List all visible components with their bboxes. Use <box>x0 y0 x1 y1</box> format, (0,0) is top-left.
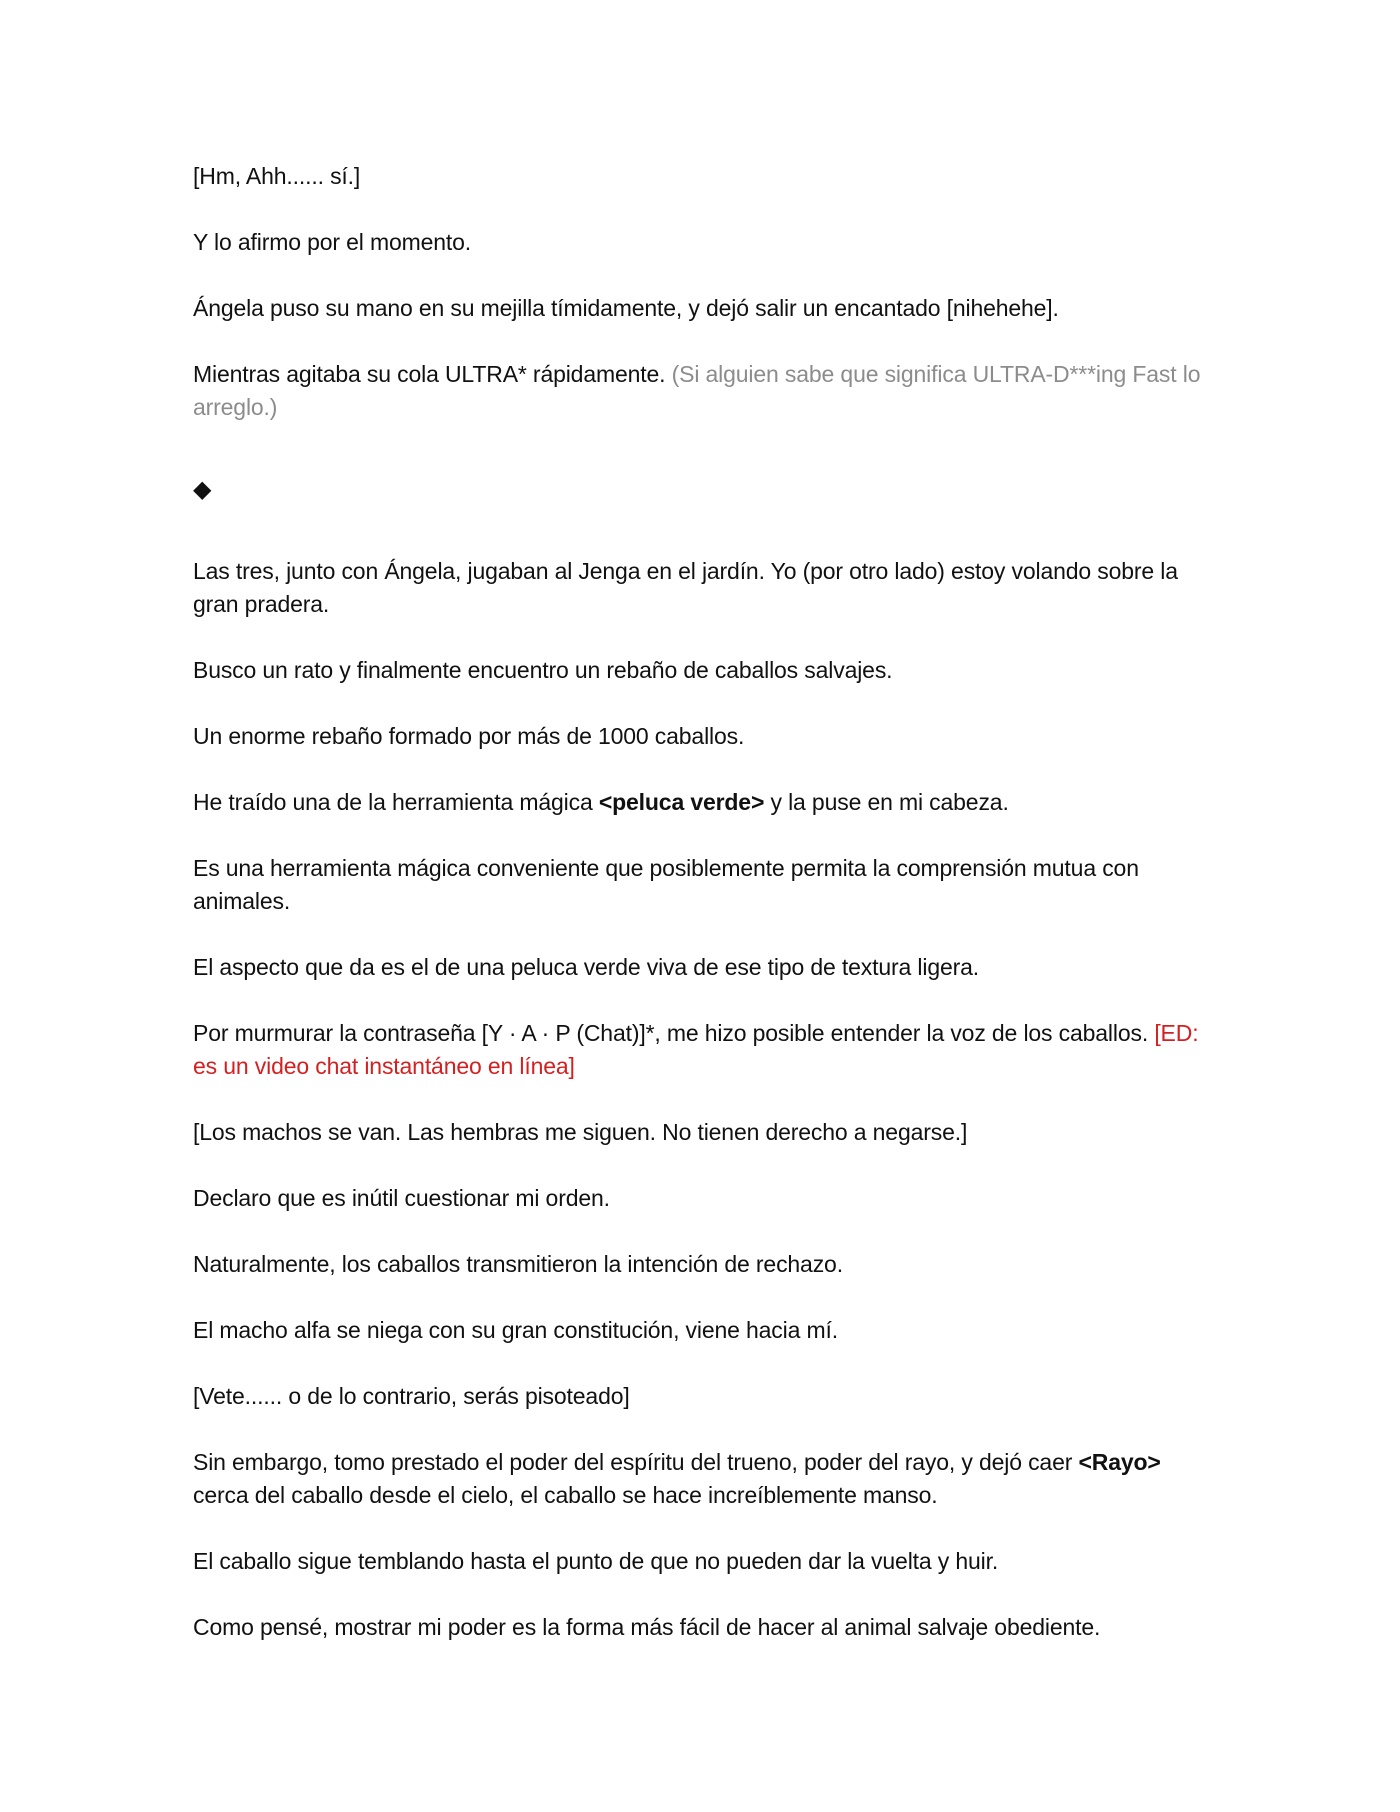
paragraph-text: y la puse en mi cabeza. <box>770 789 1009 815</box>
magic-tool-name: <peluca verde> <box>598 789 765 815</box>
paragraph-text: He traído una de la herramienta mágica <box>193 789 593 815</box>
spell-name: <Rayo> <box>1078 1449 1161 1475</box>
paragraph-text: Ángela puso su mano en su mejilla tímidamente, y dejó salir un encantado [nihehehe]. <box>193 295 1059 321</box>
paragraph-text: Un enorme rebaño formado por más de 1000 caballos. <box>193 723 745 749</box>
paragraph <box>193 226 1208 259</box>
paragraph-text: Mientras agitaba su cola ULTRA* rápidamente. <box>193 361 666 387</box>
document-page <box>193 160 1208 1677</box>
editor-note: [ED: es un video chat instantáneo en línea] <box>193 1020 1199 1079</box>
paragraph-text: Sin embargo, tomo prestado el poder del espíritu del trueno, poder del rayo, y dejó caer <box>193 1449 1073 1475</box>
paragraph-text: El macho alfa se niega con su gran constitución, viene hacia mí. <box>193 1317 838 1343</box>
paragraph <box>193 160 1208 193</box>
paragraph <box>193 852 1208 918</box>
paragraph <box>193 951 1208 984</box>
paragraph-text: El aspecto que da es el de una peluca verde viva de ese tipo de textura ligera. <box>193 954 980 980</box>
paragraph-text: Como pensé, mostrar mi poder es la forma más fácil de hacer al animal salvaje obediente. <box>193 1614 1101 1640</box>
paragraph <box>193 1314 1208 1347</box>
paragraph-text: Y lo afirmo por el momento. <box>193 229 472 255</box>
paragraph-text: Las tres, junto con Ángela, jugaban al Jenga en el jardín. Yo (por otro lado) estoy volando sobre la gran pradera. <box>193 558 1178 617</box>
paragraph-text: cerca del caballo desde el cielo, el caballo se hace increíblemente manso. <box>193 1482 938 1508</box>
paragraph-text: [Los machos se van. Las hembras me siguen. No tienen derecho a negarse.] <box>193 1119 968 1145</box>
paragraph-text: Por murmurar la contraseña [Y · A · P (Chat)]*, me hizo posible entender la voz de los caballos. <box>193 1020 1149 1046</box>
paragraph-text: Busco un rato y finalmente encuentro un rebaño de caballos salvajes. <box>193 657 893 683</box>
paragraph <box>193 720 1208 753</box>
paragraph <box>193 1182 1208 1215</box>
paragraph <box>193 1446 1208 1512</box>
paragraph <box>193 292 1208 325</box>
paragraph <box>193 1380 1208 1413</box>
paragraph <box>193 555 1208 621</box>
paragraph <box>193 654 1208 687</box>
paragraph-text: Declaro que es inútil cuestionar mi orden. <box>193 1185 610 1211</box>
translator-note: (Si alguien sabe que significa ULTRA-D***ing Fast lo arreglo.) <box>193 361 1201 420</box>
paragraph-text: Naturalmente, los caballos transmitieron la intención de rechazo. <box>193 1251 843 1277</box>
section-break-diamond-icon: ◆ <box>193 475 212 503</box>
paragraph-text: [Vete...... o de lo contrario, serás pisoteado] <box>193 1383 630 1409</box>
paragraph-text: [Hm, Ahh...... sí.] <box>193 163 361 189</box>
paragraph-text: El caballo sigue temblando hasta el punto de que no pueden dar la vuelta y huir. <box>193 1548 999 1574</box>
paragraph <box>193 1017 1208 1083</box>
paragraph-text: Es una herramienta mágica conveniente que posiblemente permita la comprensión mutua con animales. <box>193 855 1139 914</box>
paragraph <box>193 1611 1208 1644</box>
paragraph <box>193 1116 1208 1149</box>
paragraph <box>193 786 1208 819</box>
paragraph <box>193 358 1208 424</box>
paragraph <box>193 1248 1208 1281</box>
paragraph <box>193 1545 1208 1578</box>
